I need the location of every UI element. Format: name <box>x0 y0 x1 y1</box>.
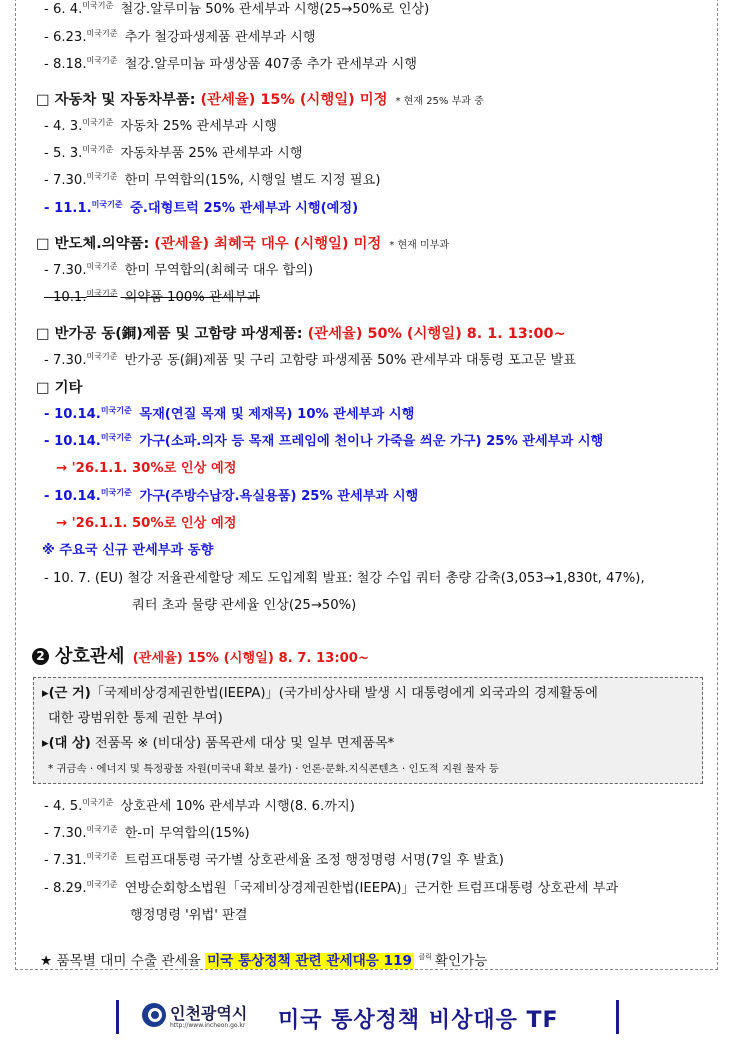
tariff-119-link[interactable]: 미국 통상정책 관련 관세대응 119 <box>207 953 413 969</box>
exempt-line: * 귀금속 · 에너지 및 특정광물 자원(미국내 확보 불가) · 언론·문화.지식콘텐츠 · 인도적 지원 물자 등 <box>48 763 499 775</box>
list-item-arrow: → '26.1.1. 50%로 인상 예정 <box>56 516 237 531</box>
list-item: - 6. 4.$^{미국기준}$ 철강.알루미늄 50% 관세부과 시행(25→50%로 인상) <box>44 0 430 17</box>
list-item: - 7.30.$^{미국기준}$ 한-미 무역합의(15%) <box>44 824 250 841</box>
list-item: - 10.14.$^{미국기준}$ 목재(연질 목재 및 제재목) 10% 관세부과 시행 <box>44 405 415 422</box>
basis-line: ▸(근 거)「국제비상경제권한법(IEEPA)」(국가비상사태 발생 시 대통령에게 외국과의 경제활동에 <box>42 686 598 701</box>
section-heading-semi: □ 반도체.의약품: (관세율) 최혜국 대우 (시행일) 미정 * 현재 미부과 <box>36 236 450 252</box>
footer-title: 미국 통상정책 비상대응 TF <box>278 1008 559 1033</box>
footer-divider-left <box>116 1000 119 1034</box>
list-item: - 7.30.$^{미국기준}$ 한미 무역합의(최혜국 대우 합의) <box>44 261 314 278</box>
list-item-continued: 쿼터 초과 물량 관세율 인상(25→50%) <box>132 598 357 613</box>
tariff-check-line: ★ 품목별 대미 수출 관세율 미국 통상정책 관련 관세대응 119 $^{클릭}$ 확인가능 <box>40 953 488 969</box>
list-item: - 8.29.$^{미국기준}$ 연방순회항소법원「국제비상경제권한법(IEEPA)」근거한 트럼프대통령 상호관세 부과 <box>44 879 619 896</box>
list-item: - 8.18.$^{미국기준}$ 철강.알루미늄 파생상품 407종 추가 관세부과 시행 <box>44 55 418 72</box>
list-item: - 7.31.$^{미국기준}$ 트럼프대통령 국가별 상호관세율 조정 행정명령 서명(7일 후 발효) <box>44 851 504 868</box>
footer-divider-right <box>616 1000 619 1034</box>
list-item: - 10.14.$^{미국기준}$ 가구(소파.의자 등 목재 프레임에 천이나 가죽을 씌운 가구) 25% 관세부과 시행 <box>44 432 604 449</box>
list-item: - 4. 5.$^{미국기준}$ 상호관세 10% 관세부과 시행(8. 6.까지) <box>44 797 355 814</box>
list-item: - 6.23.$^{미국기준}$ 추가 철강파생제품 관세부과 시행 <box>44 28 316 45</box>
target-line: ▸(대 상) 전품목 ※ (비대상) 품목관세 대상 및 일부 면제품목* <box>42 736 395 751</box>
section-heading-reciprocal: 2 상호관세 (관세율) 15% (시행일) 8. 7. 13:00~ <box>32 642 369 668</box>
list-item: - 11.1.$^{미국기준}$ 중.대형트럭 25% 관세부과 시행(예정) <box>44 199 359 216</box>
list-item: - 7.30.$^{미국기준}$ 한미 무역합의(15%, 시행일 별도 지정 필요) <box>44 171 381 188</box>
org-name: 인천광역시 <box>170 1004 248 1023</box>
section-heading-auto: □ 자동차 및 자동차부품: (관세율) 15% (시행일) 미정 * 현재 25% 부과 중 <box>36 92 484 108</box>
list-item: - 5. 3.$^{미국기준}$ 자동차부품 25% 관세부과 시행 <box>44 144 303 161</box>
list-item: - 10. 7. (EU) 철강 저율관세할당 제도 도입계획 발표: 철강 수입 쿼터 총량 감축(3,053→1,830t, 47%), <box>44 571 645 586</box>
list-item-continued: 행정명령 '위법' 판결 <box>130 908 248 923</box>
footer <box>116 1000 626 1034</box>
incheon-logo-icon <box>142 1003 166 1027</box>
list-item: - 10.1.$^{미국기준}$ 의약품 100% 관세부과 <box>44 288 260 305</box>
number-badge: 2 <box>32 648 49 665</box>
list-item: - 4. 3.$^{미국기준}$ 자동차 25% 관세부과 시행 <box>44 117 277 134</box>
list-item: - 7.30.$^{미국기준}$ 반가공 동(銅)제품 및 구리 고함량 파생제품 50% 관세부과 대통령 포고문 발표 <box>44 351 577 368</box>
basis-line-2: 대한 광범위한 통제 권한 부여) <box>48 711 223 726</box>
org-url: http://www.incheon.go.kr <box>170 1022 246 1029</box>
major-countries-heading: ※ 주요국 신규 관세부과 동향 <box>42 543 214 558</box>
section-heading-etc: □ 기타 <box>36 380 83 396</box>
list-item: - 10.14.$^{미국기준}$ 가구(주방수납장.욕실용품) 25% 관세부과 시행 <box>44 487 419 504</box>
list-item-arrow: → '26.1.1. 30%로 인상 예정 <box>56 461 237 476</box>
section-heading-copper: □ 반가공 동(銅)제품 및 고함량 파생제품: (관세율) 50% (시행일) 8. 1. 13:00~ <box>36 326 566 342</box>
reciprocal-info-box <box>33 677 703 784</box>
